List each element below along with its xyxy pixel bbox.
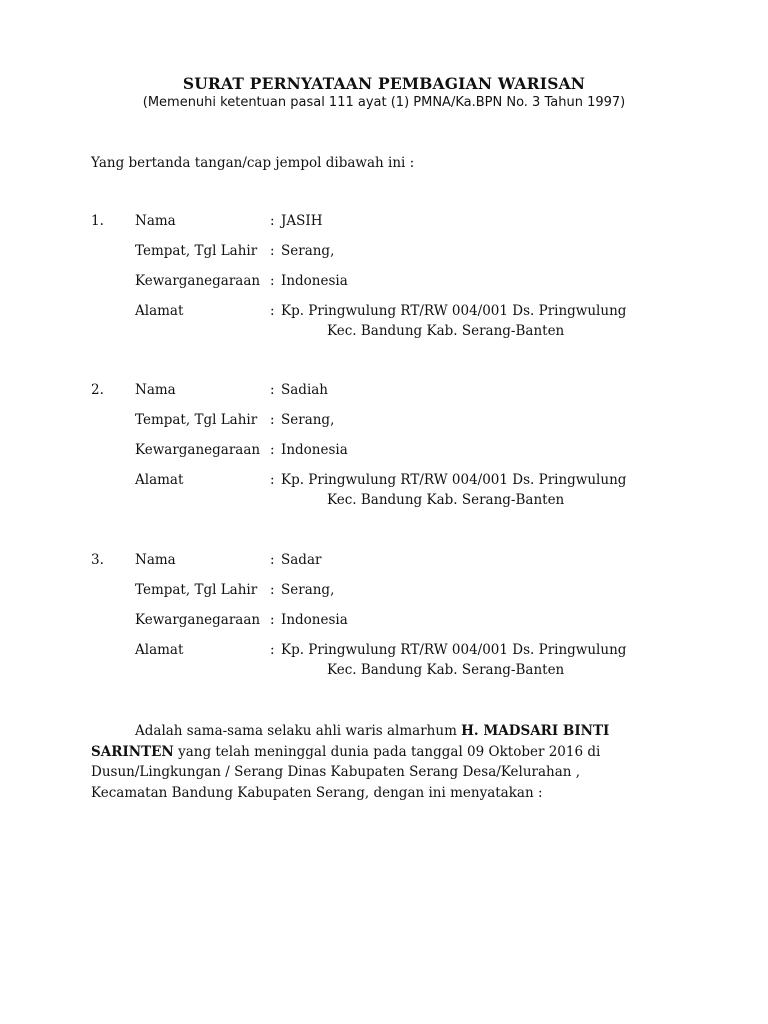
colon: : bbox=[270, 442, 275, 458]
colon: : bbox=[270, 382, 275, 398]
person-birth-row bbox=[0, 582, 768, 602]
address-label: Alamat bbox=[135, 642, 184, 658]
person-name-row bbox=[0, 213, 768, 233]
citizenship-value: Indonesia bbox=[281, 612, 348, 628]
citizenship-label: Kewarganegaraan bbox=[135, 612, 261, 628]
person-birth-row bbox=[0, 243, 768, 263]
name-value: JASIH bbox=[281, 213, 323, 229]
closing-paragraph bbox=[91, 721, 651, 803]
colon: : bbox=[270, 552, 275, 568]
person-citizenship-row bbox=[0, 612, 768, 632]
document-title: SURAT PERNYATAAN PEMBAGIAN WARISAN bbox=[182, 74, 586, 93]
closing-line-3: Dusun/Lingkungan / Serang Dinas Kabupaten Serang Desa/Kelurahan , bbox=[91, 764, 581, 780]
document-subtitle: (Memenuhi ketentuan pasal 111 ayat (1) PMNA/Ka.BPN No. 3 Tahun 1997) bbox=[142, 95, 626, 110]
address-label: Alamat bbox=[135, 303, 184, 319]
person-number: 2. bbox=[91, 382, 104, 398]
address-line-1: Kp. Pringwulung RT/RW 004/001 Ds. Pringwulung bbox=[281, 642, 627, 658]
colon: : bbox=[270, 582, 275, 598]
address-line-2: Kec. Bandung Kab. Serang-Banten bbox=[327, 662, 565, 678]
colon: : bbox=[270, 612, 275, 628]
closing-line-1 bbox=[91, 721, 651, 742]
person-address-row bbox=[0, 642, 768, 662]
person-address-row-2 bbox=[0, 662, 768, 682]
citizenship-value: Indonesia bbox=[281, 442, 348, 458]
name-label: Nama bbox=[135, 552, 176, 568]
address-label: Alamat bbox=[135, 472, 184, 488]
birth-value: Serang, bbox=[281, 412, 335, 428]
colon: : bbox=[270, 303, 275, 319]
person-name-row bbox=[0, 552, 768, 572]
deceased-name-part-1: H. MADSARI BINTI bbox=[461, 723, 610, 739]
deceased-name-part-2: SARINTEN bbox=[91, 743, 174, 760]
name-value: Sadiah bbox=[281, 382, 328, 398]
name-value: Sadar bbox=[281, 552, 322, 568]
person-citizenship-row bbox=[0, 442, 768, 462]
colon: : bbox=[270, 213, 275, 229]
colon: : bbox=[270, 642, 275, 658]
birth-value: Serang, bbox=[281, 243, 335, 259]
address-line-2: Kec. Bandung Kab. Serang-Banten bbox=[327, 492, 565, 508]
closing-line-2 bbox=[91, 742, 651, 763]
address-line-1: Kp. Pringwulung RT/RW 004/001 Ds. Pringwulung bbox=[281, 472, 627, 488]
person-number: 1. bbox=[91, 213, 104, 229]
closing-text: Adalah sama-sama selaku ahli waris almarhum bbox=[135, 723, 462, 739]
colon: : bbox=[270, 472, 275, 488]
birth-label: Tempat, Tgl Lahir bbox=[135, 243, 258, 259]
person-address-row-2 bbox=[0, 492, 768, 512]
birth-value: Serang, bbox=[281, 582, 335, 598]
colon: : bbox=[270, 243, 275, 259]
person-number: 3. bbox=[91, 552, 104, 568]
address-line-2: Kec. Bandung Kab. Serang-Banten bbox=[327, 323, 565, 339]
citizenship-label: Kewarganegaraan bbox=[135, 273, 261, 289]
person-address-row bbox=[0, 303, 768, 323]
person-address-row bbox=[0, 472, 768, 492]
colon: : bbox=[270, 273, 275, 289]
person-name-row bbox=[0, 382, 768, 402]
address-line-1: Kp. Pringwulung RT/RW 004/001 Ds. Pringwulung bbox=[281, 303, 627, 319]
colon: : bbox=[270, 412, 275, 428]
person-birth-row bbox=[0, 412, 768, 432]
name-label: Nama bbox=[135, 213, 176, 229]
citizenship-label: Kewarganegaraan bbox=[135, 442, 261, 458]
birth-label: Tempat, Tgl Lahir bbox=[135, 582, 258, 598]
person-address-row-2 bbox=[0, 323, 768, 343]
closing-line-4: Kecamatan Bandung Kabupaten Serang, dengan ini menyatakan : bbox=[91, 784, 543, 801]
birth-label: Tempat, Tgl Lahir bbox=[135, 412, 258, 428]
intro-text: Yang bertanda tangan/cap jempol dibawah ini : bbox=[91, 155, 415, 171]
person-citizenship-row bbox=[0, 273, 768, 293]
closing-text: yang telah meninggal dunia pada tanggal 09 Oktober 2016 di bbox=[173, 743, 601, 760]
name-label: Nama bbox=[135, 382, 176, 398]
citizenship-value: Indonesia bbox=[281, 273, 348, 289]
